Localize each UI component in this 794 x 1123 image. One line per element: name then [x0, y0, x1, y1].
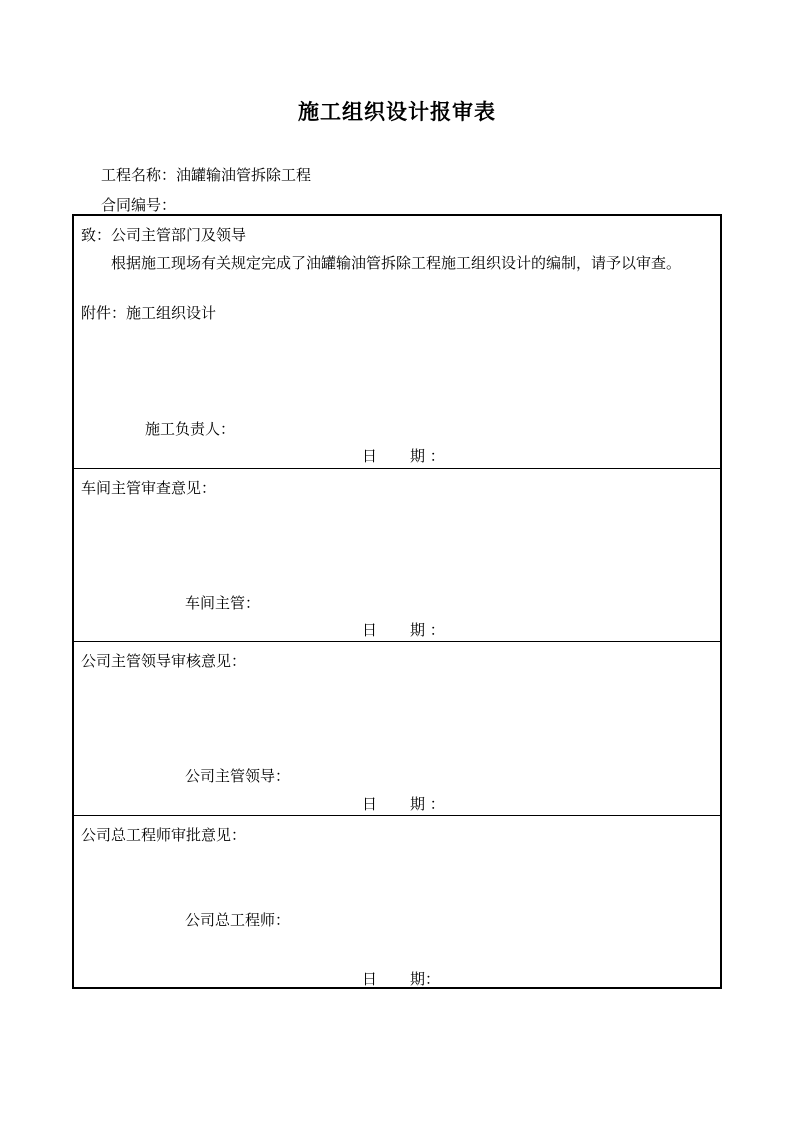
attachment-text: 附件：施工组织设计: [81, 304, 217, 322]
project-name-value: 油罐输油管拆除工程: [176, 166, 312, 184]
contract-number-line: [101, 194, 176, 215]
document-title: 施工组织设计报审表: [298, 99, 496, 124]
project-name-label: 工程名称：: [101, 166, 177, 184]
submission-body-text: 根据施工现场有关规定完成了油罐输油管拆除工程施工组织设计的编制，请予以审查。: [111, 254, 682, 272]
project-name-line: [101, 164, 311, 185]
chief-engineer-approval-heading: 公司总工程师审批意见：: [81, 826, 247, 844]
date-label: [362, 969, 440, 989]
date-qi: 期：: [410, 970, 441, 988]
workshop-review-section: [74, 468, 720, 641]
submission-section: [74, 216, 720, 468]
date-qi: 期 ：: [410, 795, 445, 813]
workshop-review-heading: 车间主管审查意见：: [81, 479, 217, 497]
date-label: [362, 794, 445, 814]
construction-lead-signature-label: 施工负责人：: [145, 420, 236, 438]
date-ri: 日: [362, 970, 378, 988]
date-qi: 期 ：: [410, 621, 445, 639]
date-ri: 日: [362, 795, 378, 813]
date-ri: 日: [362, 621, 378, 639]
date-label: [362, 620, 445, 640]
workshop-supervisor-signature-label: 车间主管：: [185, 594, 261, 612]
chief-engineer-signature-label: 公司总工程师：: [185, 911, 291, 929]
contract-number-label: 合同编号：: [101, 196, 177, 214]
addressee-text: 致：公司主管部门及领导: [81, 226, 247, 244]
review-form-table: [72, 214, 722, 989]
company-leader-signature-label: 公司主管领导：: [185, 767, 291, 785]
company-leader-review-heading: 公司主管领导审核意见：: [81, 652, 247, 670]
date-ri: 日: [362, 447, 378, 465]
company-leader-review-section: [74, 641, 720, 815]
chief-engineer-approval-section: [74, 815, 720, 989]
date-label: [362, 446, 445, 466]
date-qi: 期 ：: [410, 447, 445, 465]
